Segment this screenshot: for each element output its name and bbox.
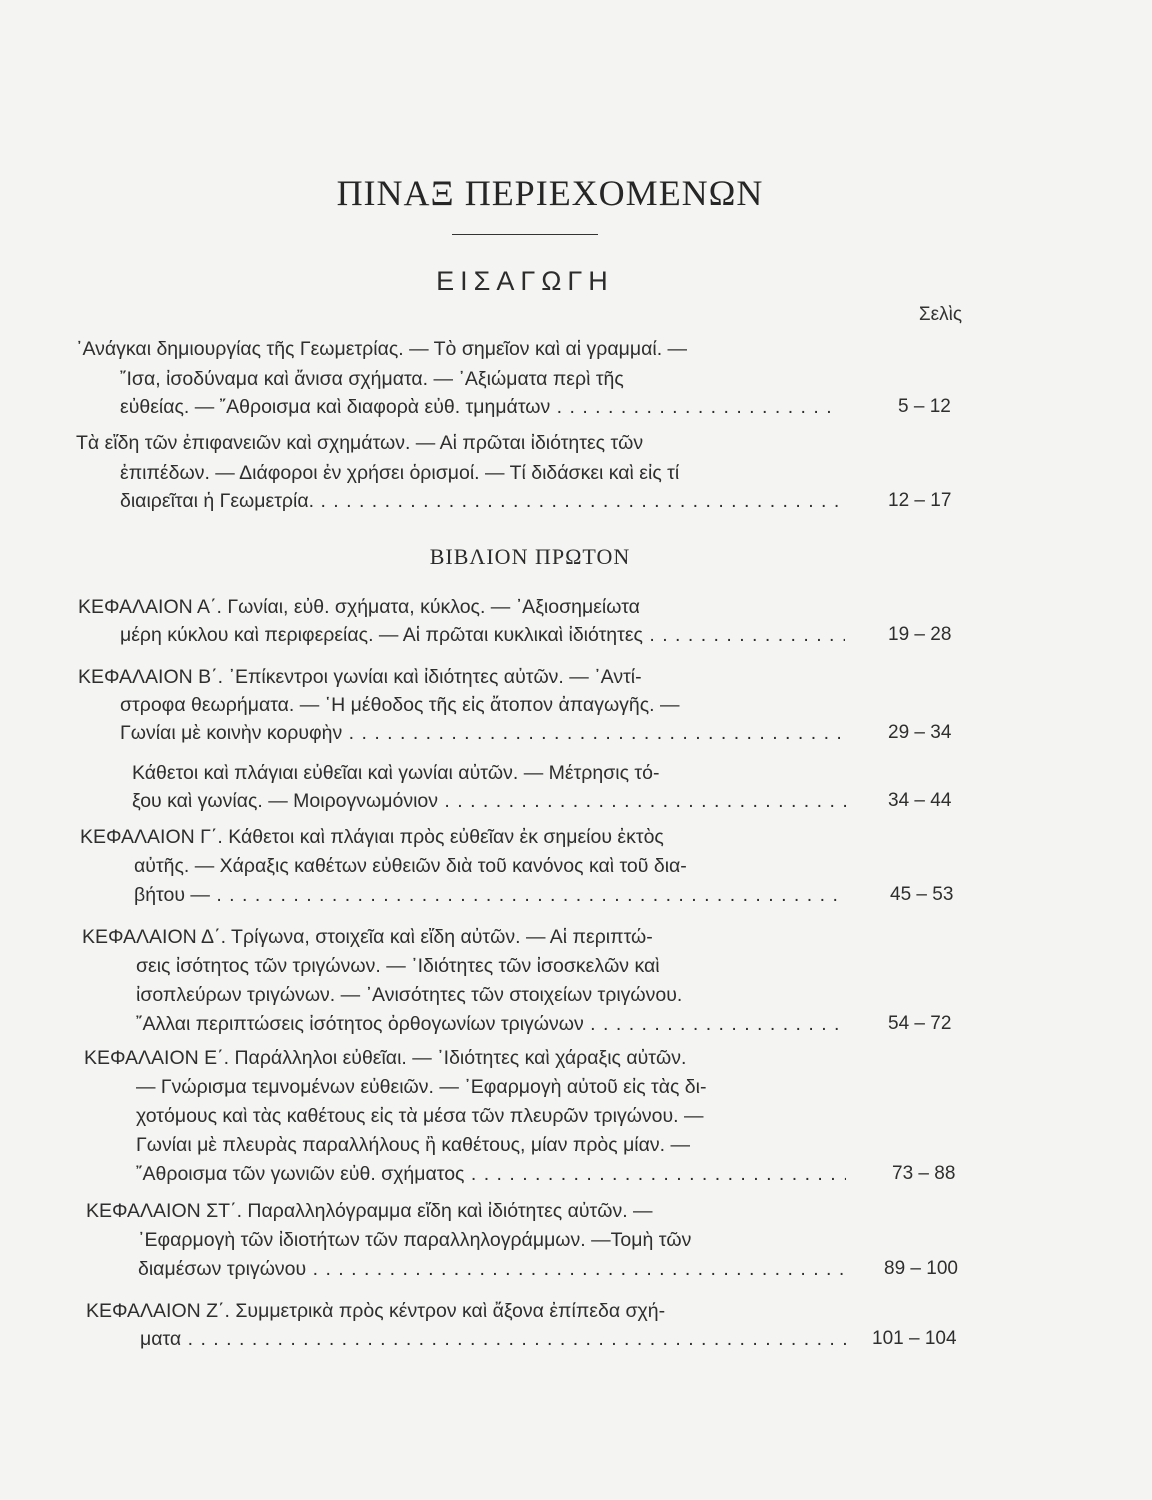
toc-entry-pages: 19 – 28 [888,624,952,645]
page-title: ΠΙΝΑΞ ΠΕΡΙΕΧΟΜΕΝΩΝ [336,173,764,213]
toc-entry-line: διαιρεῖται ἡ Γεωμετρία. . . . [120,490,840,513]
toc-entry-pages: 101 – 104 [872,1328,957,1349]
toc-entry-pages: 89 – 100 [884,1258,958,1279]
toc-entry-line: ῎Ισα, ἰσοδύναμα καὶ ἄνισα σχήματα. — ᾿Αξιώματα περὶ τῆς [120,368,624,390]
toc-entry-line: ΚΕΦΑΛΑΙΟΝ Γ΄. Κάθετοι καὶ πλάγιαι πρὸς εὐθεῖαν ἐκ σημείου ἐκτὸς [80,826,664,848]
toc-entry-line: ΚΕΦΑΛΑΙΟΝ ΣΤ΄. Παραλληλόγραμμα εἴδη καὶ ἰδιότητες αὐτῶν. — [86,1200,653,1222]
toc-entry-line: διαμέσων τριγώνου . . . [138,1258,850,1281]
toc-entry-line: ῎Αθροισμα τῶν γωνιῶν εὐθ. σχήματος . . . [136,1163,846,1186]
toc-entry-pages: 34 – 44 [888,790,952,811]
toc-entry-line: ΚΕΦΑΛΑΙΟΝ Ε΄. Παράλληλοι εὐθεῖαι. — ᾿Ιδιότητες καὶ χάραξις αὐτῶν. [84,1047,687,1069]
toc-entry-line: Κάθετοι καὶ πλάγιαι εὐθεῖαι καὶ γωνίαι αὐτῶν. — Μέτρησις τό- [132,762,660,784]
toc-entry-pages: 54 – 72 [888,1013,952,1034]
toc-entry-pages: 12 – 17 [888,490,952,511]
toc-entry-pages: 29 – 34 [888,722,952,743]
toc-entry-line: χοτόμους καὶ τὰς καθέτους εἰς τὰ μέσα τῶν πλευρῶν τριγώνου. — [136,1105,704,1127]
toc-entry-line: αὐτῆς. — Χάραξις καθέτων εὐθειῶν διὰ τοῦ κανόνος καὶ τοῦ δια- [134,855,687,877]
toc-entry-pages: 45 – 53 [890,884,954,905]
toc-entry-line: ἰσοπλεύρων τριγώνων. — ᾿Ανισότητες τῶν στοιχείων τριγώνου. [136,984,683,1006]
toc-entry-line: Τὰ εἴδη τῶν ἐπιφανειῶν καὶ σχημάτων. — Αἱ πρῶται ἰδιότητες τῶν [76,432,644,454]
toc-entry-line: ΚΕΦΑΛΑΙΟΝ Α΄. Γωνίαι, εὐθ. σχήματα, κύκλος. — ᾿Αξιοσημείωτα [78,596,640,618]
toc-entry-line: ῎Αλλαι περιπτώσεις ἰσότητος ὀρθογωνίων τριγώνων . . . [136,1013,841,1036]
toc-entry-line: ᾿Ανάγκαι δημιουργίας τῆς Γεωμετρίας. — Τὸ σημεῖον καὶ αἱ γραμμαί. — [76,338,688,360]
section-heading-book-one: ΒΙΒΛΙΟΝ ΠΡΩΤΟΝ [429,544,631,569]
toc-entry-line: ξου καὶ γωνίας. — Μοιρογνωμόνιον . . . [132,790,847,813]
title-divider [452,234,598,235]
toc-entry-pages: 5 – 12 [898,396,951,417]
toc-entry-line: ΚΕΦΑΛΑΙΟΝ Δ΄. Τρίγωνα, στοιχεῖα καὶ εἴδη αὐτῶν. — Αἱ περιπτώ- [82,926,653,948]
toc-entry-line: ματα . . . [140,1328,855,1351]
toc-entry-pages: 73 – 88 [892,1163,956,1184]
toc-entry-line: ἐπιπέδων. — Διάφοροι ἐν χρήσει ὁρισμοί. — Τί διδάσκει καὶ εἰς τί [120,462,680,484]
pages-column-label: Σελὶς [918,304,962,325]
toc-entry-line: Γωνίαι μὲ κοινὴν κορυφὴν . . . [120,722,845,745]
toc-entry-line: Γωνίαι μὲ πλευρὰς παραλλήλους ἢ καθέτους, μίαν πρὸς μίαν. — [136,1134,690,1156]
toc-entry-line: μέρη κύκλου καὶ περιφερείας. — Αἱ πρῶται κυκλικαὶ ἰδιότητες . . . [120,624,845,647]
toc-entry-line: σεις ἰσότητος τῶν τριγώνων. — ᾿Ιδιότητες τῶν ἰσοσκελῶν καὶ [136,955,660,977]
toc-entry-line: — Γνώρισμα τεμνομένων εὐθειῶν. — ᾿Εφαρμογὴ αὐτοῦ εἰς τὰς δι- [136,1076,707,1098]
toc-entry-line: βήτου — . . . [134,884,844,907]
toc-entry-line: εὐθείας. — ῎Αθροισμα καὶ διαφορὰ εὐθ. τμημάτων . . . [120,396,840,419]
section-heading-introduction: ΕΙΣΑΓΩΓΗ [436,266,614,296]
toc-entry-line: ΚΕΦΑΛΑΙΟΝ Ζ΄. Συμμετρικὰ πρὸς κέντρον καὶ ἄξονα ἐπίπεδα σχή- [86,1300,666,1322]
toc-entry-line: ᾿Εφαρμογὴ τῶν ἰδιοτήτων τῶν παραλληλογράμμων. —Τομὴ τῶν [138,1229,692,1251]
toc-entry-line: στροφα θεωρήματα. — ῾Η μέθοδος τῆς εἰς ἄτοπον ἀπαγωγῆς. — [120,694,680,716]
toc-entry-line: ΚΕΦΑΛΑΙΟΝ Β΄. ᾿Επίκεντροι γωνίαι καὶ ἰδιότητες αὐτῶν. — ᾿Αντί- [78,666,642,688]
